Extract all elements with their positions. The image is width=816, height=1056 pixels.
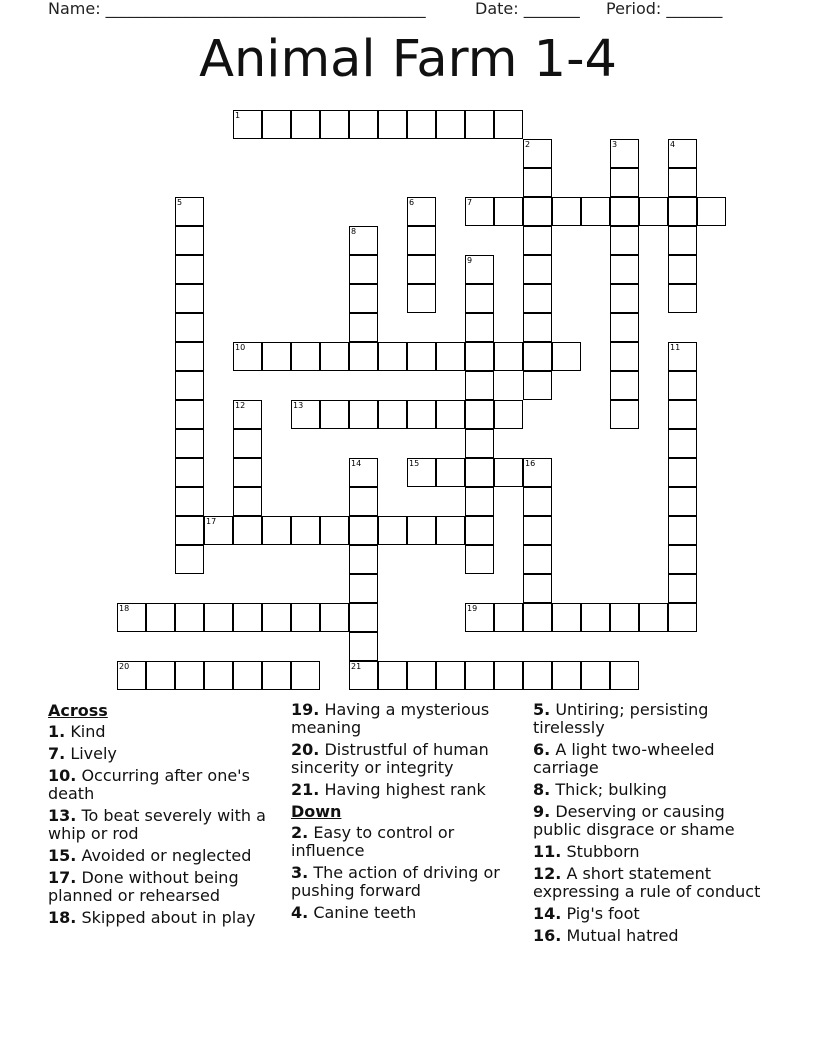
grid-cell[interactable]	[349, 313, 378, 342]
grid-cell[interactable]	[494, 110, 523, 139]
grid-cell[interactable]	[175, 226, 204, 255]
grid-cell[interactable]	[668, 226, 697, 255]
grid-cell[interactable]	[668, 168, 697, 197]
grid-cell[interactable]	[639, 603, 668, 632]
clue-text: Canine teeth	[313, 903, 417, 922]
clue-text: Distrustful of human sincerity or integrity	[291, 740, 489, 777]
clue-text: Stubborn	[566, 842, 640, 861]
clue-text: Done without being planned or rehearsed	[48, 868, 239, 905]
clue-number: 14.	[533, 904, 562, 923]
grid-cell[interactable]	[407, 110, 436, 139]
grid-cell[interactable]	[233, 516, 262, 545]
grid-cell[interactable]	[233, 661, 262, 690]
grid-cell[interactable]	[610, 371, 639, 400]
grid-cell[interactable]	[407, 226, 436, 255]
clue-item	[48, 745, 283, 763]
grid-cell[interactable]	[320, 110, 349, 139]
grid-cell[interactable]	[610, 197, 639, 226]
grid-cell[interactable]	[523, 603, 552, 632]
grid-cell[interactable]	[146, 603, 175, 632]
grid-cell[interactable]	[146, 661, 175, 690]
grid-cell[interactable]	[465, 342, 494, 371]
grid-cell[interactable]	[465, 458, 494, 487]
grid-cell[interactable]	[668, 197, 697, 226]
clue-text: Having a mysterious meaning	[291, 700, 490, 737]
clue-number-label: 15	[409, 459, 420, 468]
grid-cell[interactable]	[639, 197, 668, 226]
clue-number: 21.	[291, 780, 320, 799]
clue-item	[291, 864, 526, 900]
date-field-label: Date: _______	[475, 0, 580, 18]
grid-cell[interactable]	[291, 516, 320, 545]
grid-cell[interactable]	[494, 342, 523, 371]
grid-cell[interactable]	[291, 603, 320, 632]
grid-cell[interactable]	[175, 458, 204, 487]
clue-text: Thick; bulking	[555, 780, 667, 799]
grid-cell[interactable]	[175, 255, 204, 284]
clue-number-label: 21	[351, 662, 362, 671]
grid-cell[interactable]	[610, 400, 639, 429]
grid-cell[interactable]	[175, 429, 204, 458]
grid-cell[interactable]	[233, 603, 262, 632]
grid-cell[interactable]	[465, 516, 494, 545]
across-heading: Across	[48, 701, 108, 720]
clue-number: 13.	[48, 806, 77, 825]
grid-cell[interactable]	[523, 342, 552, 371]
grid-cell[interactable]	[523, 226, 552, 255]
grid-cell[interactable]	[523, 197, 552, 226]
grid-cell[interactable]	[262, 603, 291, 632]
clue-number: 4.	[291, 903, 309, 922]
grid-cell[interactable]	[175, 661, 204, 690]
clue-number: 17.	[48, 868, 77, 887]
grid-cell[interactable]	[668, 487, 697, 516]
grid-cell[interactable]	[262, 516, 291, 545]
grid-cell[interactable]	[291, 110, 320, 139]
grid-cell[interactable]	[610, 342, 639, 371]
grid-cell[interactable]	[668, 371, 697, 400]
clue-number: 18.	[48, 908, 77, 927]
clue-number-label: 8	[351, 227, 357, 236]
clue-number: 20.	[291, 740, 320, 759]
grid-cell[interactable]	[668, 574, 697, 603]
grid-cell[interactable]	[262, 342, 291, 371]
grid-cell[interactable]	[175, 603, 204, 632]
clue-item	[291, 904, 526, 922]
grid-cell[interactable]	[436, 661, 465, 690]
grid-cell[interactable]	[465, 545, 494, 574]
grid-cell[interactable]	[465, 487, 494, 516]
grid-cell[interactable]	[465, 313, 494, 342]
grid-cell[interactable]	[349, 284, 378, 313]
grid-cell[interactable]	[320, 342, 349, 371]
clue-text: Kind	[70, 722, 106, 741]
grid-cell[interactable]	[175, 342, 204, 371]
clue-item	[533, 803, 778, 839]
clue-number-label: 6	[409, 198, 415, 207]
clue-item	[533, 741, 778, 777]
clue-item	[533, 865, 778, 901]
clue-number: 19.	[291, 700, 320, 719]
clue-number: 15.	[48, 846, 77, 865]
clue-number-label: 7	[467, 198, 473, 207]
grid-cell[interactable]	[233, 429, 262, 458]
grid-cell[interactable]	[494, 603, 523, 632]
grid-cell[interactable]	[581, 661, 610, 690]
clue-text: A light two-wheeled carriage	[533, 740, 715, 777]
clue-number-label: 18	[119, 604, 130, 613]
grid-cell[interactable]	[349, 574, 378, 603]
grid-cell[interactable]	[291, 661, 320, 690]
clue-item	[533, 927, 778, 945]
grid-cell[interactable]	[494, 661, 523, 690]
clue-number: 1.	[48, 722, 66, 741]
grid-cell[interactable]	[465, 400, 494, 429]
grid-cell[interactable]	[610, 226, 639, 255]
grid-cell[interactable]	[581, 197, 610, 226]
grid-cell[interactable]	[175, 284, 204, 313]
grid-cell[interactable]	[465, 371, 494, 400]
grid-cell[interactable]	[407, 255, 436, 284]
grid-cell[interactable]	[465, 110, 494, 139]
grid-cell[interactable]	[610, 284, 639, 313]
clue-number: 16.	[533, 926, 562, 945]
clue-text: Easy to control or influence	[291, 823, 455, 860]
grid-cell[interactable]	[465, 284, 494, 313]
grid-cell[interactable]	[349, 342, 378, 371]
clue-column-2	[291, 701, 526, 926]
grid-cell[interactable]	[552, 661, 581, 690]
grid-cell[interactable]	[552, 342, 581, 371]
grid-cell[interactable]	[610, 255, 639, 284]
grid-cell[interactable]	[668, 545, 697, 574]
page-title: Animal Farm 1-4	[199, 30, 617, 89]
clue-number: 12.	[533, 864, 562, 883]
clue-text: Pig's foot	[566, 904, 640, 923]
grid-cell[interactable]	[378, 400, 407, 429]
grid-cell[interactable]	[697, 197, 726, 226]
clue-number-label: 9	[467, 256, 473, 265]
grid-cell[interactable]	[349, 110, 378, 139]
grid-cell[interactable]	[204, 661, 233, 690]
clue-number: 6.	[533, 740, 551, 759]
grid-cell[interactable]	[523, 371, 552, 400]
grid-cell[interactable]	[523, 255, 552, 284]
grid-cell[interactable]	[668, 429, 697, 458]
grid-cell[interactable]	[204, 603, 233, 632]
grid-cell[interactable]	[407, 284, 436, 313]
grid-cell[interactable]	[523, 545, 552, 574]
grid-cell[interactable]	[668, 255, 697, 284]
grid-cell[interactable]	[262, 661, 291, 690]
grid-cell[interactable]	[291, 342, 320, 371]
clue-number-label: 5	[177, 198, 183, 207]
grid-cell[interactable]	[378, 110, 407, 139]
grid-cell[interactable]	[668, 603, 697, 632]
grid-cell[interactable]	[465, 661, 494, 690]
clue-item	[533, 843, 778, 861]
grid-cell[interactable]	[436, 516, 465, 545]
grid-cell[interactable]	[552, 603, 581, 632]
grid-cell[interactable]	[233, 458, 262, 487]
grid-cell[interactable]	[581, 603, 610, 632]
grid-cell[interactable]	[523, 168, 552, 197]
clue-text: Avoided or neglected	[81, 846, 252, 865]
clue-text: To beat severely with a whip or rod	[48, 806, 266, 843]
grid-cell[interactable]	[610, 603, 639, 632]
clue-number: 11.	[533, 842, 562, 861]
clue-text: Lively	[70, 744, 117, 763]
grid-cell[interactable]	[407, 342, 436, 371]
clue-item	[533, 701, 778, 737]
clue-number-label: 19	[467, 604, 478, 613]
grid-cell[interactable]	[494, 197, 523, 226]
clue-number-label: 17	[206, 517, 217, 526]
clue-number-label: 1	[235, 111, 241, 120]
grid-cell[interactable]	[349, 516, 378, 545]
clue-number: 2.	[291, 823, 309, 842]
clue-item	[291, 741, 526, 777]
clue-text: A short statement expressing a rule of conduct	[533, 864, 761, 901]
grid-cell[interactable]	[523, 313, 552, 342]
grid-cell[interactable]	[407, 400, 436, 429]
grid-cell[interactable]	[378, 516, 407, 545]
grid-cell[interactable]	[494, 400, 523, 429]
clue-number-label: 12	[235, 401, 246, 410]
clue-item	[533, 781, 778, 799]
grid-cell[interactable]	[523, 516, 552, 545]
grid-cell[interactable]	[320, 603, 349, 632]
clue-item	[291, 701, 526, 737]
grid-cell[interactable]	[494, 458, 523, 487]
grid-cell[interactable]	[378, 661, 407, 690]
clue-text: The action of driving or pushing forward	[291, 863, 500, 900]
clue-item	[291, 781, 526, 799]
grid-cell[interactable]	[175, 400, 204, 429]
grid-cell[interactable]	[668, 516, 697, 545]
grid-cell[interactable]	[610, 661, 639, 690]
grid-cell[interactable]	[668, 458, 697, 487]
clue-item	[48, 767, 283, 803]
grid-cell[interactable]	[378, 342, 407, 371]
clue-text: Having highest rank	[324, 780, 486, 799]
clue-number: 9.	[533, 802, 551, 821]
clue-number-label: 13	[293, 401, 304, 410]
down-heading: Down	[291, 802, 342, 821]
clue-item	[48, 869, 283, 905]
grid-cell[interactable]	[523, 487, 552, 516]
grid-cell[interactable]	[320, 516, 349, 545]
clue-text: Skipped about in play	[81, 908, 256, 927]
grid-cell[interactable]	[407, 661, 436, 690]
grid-cell[interactable]	[349, 400, 378, 429]
grid-cell[interactable]	[349, 603, 378, 632]
grid-cell[interactable]	[610, 168, 639, 197]
grid-cell[interactable]	[523, 574, 552, 603]
clue-number: 10.	[48, 766, 77, 785]
clue-number: 8.	[533, 780, 551, 799]
grid-cell[interactable]	[175, 545, 204, 574]
clue-item	[48, 723, 283, 741]
clue-text: Untiring; persisting tirelessly	[533, 700, 709, 737]
clue-item	[48, 807, 283, 843]
clue-item	[291, 824, 526, 860]
grid-cell[interactable]	[436, 458, 465, 487]
clue-text: Occurring after one's death	[48, 766, 250, 803]
grid-cell[interactable]	[175, 487, 204, 516]
grid-cell[interactable]	[523, 661, 552, 690]
clue-column-3	[533, 701, 778, 949]
grid-cell[interactable]	[320, 400, 349, 429]
clue-number: 3.	[291, 863, 309, 882]
clue-number: 5.	[533, 700, 551, 719]
clue-number-label: 10	[235, 343, 246, 352]
grid-cell[interactable]	[668, 400, 697, 429]
grid-cell[interactable]	[436, 342, 465, 371]
period-field-label: Period: _______	[606, 0, 723, 18]
grid-cell[interactable]	[262, 110, 291, 139]
grid-cell[interactable]	[349, 255, 378, 284]
clue-text: Mutual hatred	[566, 926, 679, 945]
grid-cell[interactable]	[436, 400, 465, 429]
grid-cell[interactable]	[610, 313, 639, 342]
clue-number-label: 16	[525, 459, 536, 468]
grid-cell[interactable]	[552, 197, 581, 226]
clue-column-1	[48, 701, 283, 931]
grid-cell[interactable]	[523, 284, 552, 313]
grid-cell[interactable]	[436, 110, 465, 139]
clue-item	[48, 909, 283, 927]
clue-number-label: 14	[351, 459, 362, 468]
clue-number-label: 4	[670, 140, 676, 149]
grid-cell[interactable]	[407, 516, 436, 545]
clue-text: Deserving or causing public disgrace or shame	[533, 802, 735, 839]
grid-cell[interactable]	[175, 313, 204, 342]
clue-item	[533, 905, 778, 923]
clue-item	[48, 847, 283, 865]
grid-cell[interactable]	[465, 429, 494, 458]
grid-cell[interactable]	[349, 632, 378, 661]
clue-number-label: 3	[612, 140, 618, 149]
grid-cell[interactable]	[349, 545, 378, 574]
clue-number-label: 2	[525, 140, 531, 149]
grid-cell[interactable]	[349, 487, 378, 516]
grid-cell[interactable]	[233, 487, 262, 516]
name-field-label: Name: ________________________________________	[48, 0, 426, 18]
clue-number: 7.	[48, 744, 66, 763]
grid-cell[interactable]	[668, 284, 697, 313]
grid-cell[interactable]	[175, 371, 204, 400]
clue-number-label: 20	[119, 662, 130, 671]
grid-cell[interactable]	[175, 516, 204, 545]
clue-number-label: 11	[670, 343, 681, 352]
